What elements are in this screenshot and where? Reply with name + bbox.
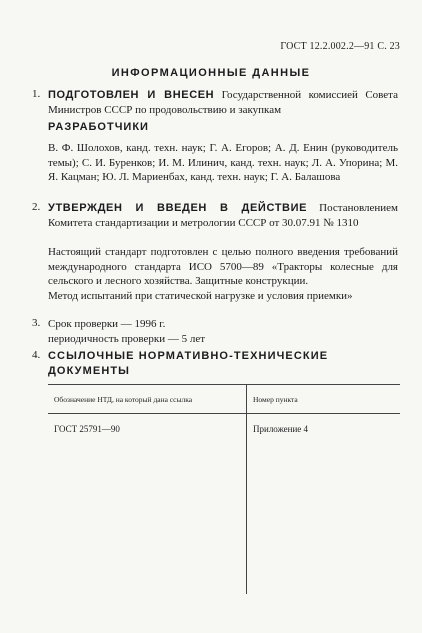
table-filler-row <box>48 444 400 594</box>
section-3-line-2: периодичность проверки — 5 лет <box>48 332 206 345</box>
page-header: ГОСТ 12.2.002.2—91 С. 23 <box>280 41 400 52</box>
table-row <box>48 414 400 445</box>
developers-text: В. Ф. Шолохов, канд. техн. наук; Г. А. Егоров; А. Д. Енин (руководитель темы); С. И. Буренков; И. М. Илинич, канд. техн. наук; Л. А. Упорина; М. Я. Кацман; Ю. Л. Мариенбах, канд. техн. наук; Г. А. Балашова <box>48 142 398 183</box>
section-2-paragraph-2: Метод испытаний при статической нагрузке и условия приемки» <box>48 290 353 302</box>
section-1-lead: ПОДГОТОВЛЕН И ВНЕСЕН <box>48 89 215 101</box>
section-3-line-1: Срок проверки — 1996 г. <box>48 318 166 330</box>
table-cell-clause: Приложение 4 <box>247 414 401 445</box>
section-2-paragraph: Настоящий стандарт подготовлен с целью полного введения требований международного стандарта ИСО 5700—89 «Тракторы колесные для сельского и лесного хозяйства. Защитные конструкции. <box>48 246 398 287</box>
section-4-title: ССЫЛОЧНЫЕ НОРМАТИВНО-ТЕХНИЧЕСКИЕ ДОКУМЕНТЫ <box>48 350 329 377</box>
info-title: ИНФОРМАЦИОННЫЕ ДАННЫЕ <box>111 67 311 79</box>
section-4-number: 4. <box>32 349 41 361</box>
table-filler-cell <box>48 444 247 594</box>
section-3-number: 3. <box>32 317 41 329</box>
section-3 <box>48 317 398 346</box>
section-1 <box>48 88 398 117</box>
section-2-text: Постановлением Комитета стандартизации и метрологии СССР от 30.07.91 № 1310 <box>48 202 399 229</box>
table-filler-cell <box>247 444 401 594</box>
table-header-designation: Обозначение НТД, на который дана ссылка <box>48 385 247 414</box>
section-1-number: 1. <box>32 88 41 100</box>
section-1-text: Государственной комиссией Совета Министров СССР по продовольствию и закупкам <box>48 89 398 116</box>
table-header-row <box>48 385 400 414</box>
section-2 <box>48 201 398 230</box>
reference-table <box>48 384 400 594</box>
table-header-clause: Номер пункта <box>247 385 401 414</box>
section-2-lead: УТВЕРЖДЕН И ВВЕДЕН В ДЕЙСТВИЕ <box>48 202 308 214</box>
table-cell-designation: ГОСТ 25791—90 <box>48 414 247 445</box>
section-2-number: 2. <box>32 201 41 213</box>
developers-heading: РАЗРАБОТЧИКИ <box>48 121 149 133</box>
